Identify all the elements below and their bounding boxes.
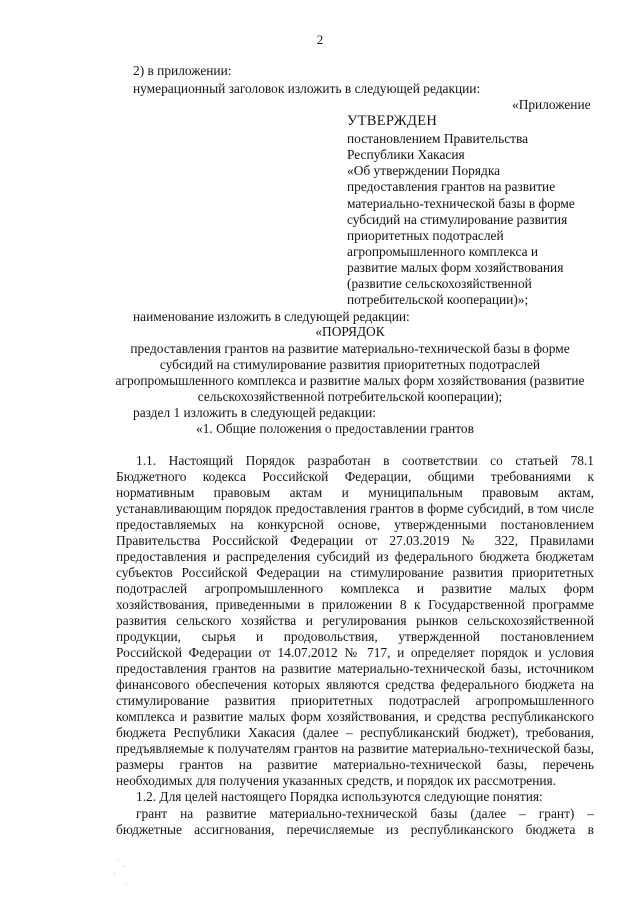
order-title-line: сельскохозяйственной потребительской кооперации); — [197, 389, 503, 404]
paragraph-line: подотраслей агропромышленного комплекса и развитие малых форм — [116, 581, 594, 596]
definition-line: грант на развитие материально-технической базы (далее – грант) – — [136, 806, 594, 821]
approval-line: развитие малых форм хозяйствования — [347, 260, 564, 275]
approval-line: постановлением Правительства — [347, 131, 529, 146]
paragraph-line: предъявляемые к получателям грантов на развитие материально-технической базы, — [116, 741, 594, 756]
paragraph-line: Российской Федерации от 14.07.2012 № 717, и определяет порядок и условия — [116, 645, 594, 660]
order-title: «ПОРЯДОК — [315, 324, 385, 339]
heading-instruction: нумерационный заголовок изложить в следующей редакции: — [133, 81, 481, 96]
definition-line: бюджетные ассигнования, перечисляемые из республиканского бюджета в — [116, 822, 594, 837]
approval-line: приоритетных подотраслей — [347, 228, 504, 243]
scan-speck — [124, 866, 125, 867]
paragraph-line: предоставляемых на конкурсной основе, утвержденными постановлением — [116, 517, 594, 532]
approval-line: субсидий на стимулирование развития — [347, 212, 568, 227]
section-instruction: раздел 1 изложить в следующей редакции: — [133, 405, 377, 420]
amendment-item: 2) в приложении: — [133, 63, 232, 78]
approval-line: «Об утверждении Порядка — [347, 163, 501, 178]
paragraph-line: Бюджетного кодекса Российской Федерации, общими требованиями к — [116, 469, 594, 484]
paragraph-line: стимулирование развития приоритетных подотраслей агропромышленного — [116, 693, 594, 708]
approval-line: Республики Хакасия — [347, 147, 465, 162]
paragraph-1-2: 1.2. Для целей настоящего Порядка используются следующие понятия: — [136, 789, 543, 804]
paragraph-line: нормативным правовым актам и муниципальным правовым актам, — [116, 485, 594, 500]
approval-line: агропромышленного комплекса и — [347, 244, 539, 259]
page-number: 2 — [316, 32, 324, 47]
paragraph-line: бюджета Республики Хакасия (далее – республиканский бюджет), требования, — [116, 725, 594, 740]
paragraph-line: финансового обеспечения которых являются средства федерального бюджета на — [116, 677, 594, 692]
approval-title: УТВЕРЖДЕН — [347, 113, 438, 129]
order-title-line: предоставления грантов на развитие материально-технической базы в форме — [130, 341, 570, 356]
approval-line: материально-технической базы в форме — [347, 196, 575, 211]
name-instruction: наименование изложить в следующей редакции: — [133, 309, 410, 324]
paragraph-line: продукции, сырья и продовольствия, утвержденной постановлением — [116, 629, 594, 644]
scan-speck — [118, 860, 119, 861]
scan-speck — [126, 884, 127, 885]
approval-line: предоставления грантов на развитие — [347, 179, 556, 194]
order-title-line: субсидий на стимулирование развития приоритетных подотраслей — [159, 357, 541, 372]
approval-line: (развитие сельскохозяйственной — [347, 276, 532, 291]
paragraph-line: субъектов Российской Федерации на стимулирование развития приоритетных — [116, 565, 594, 580]
paragraph-last-line: необходимых для получения указанных средств, и порядок их рассмотрения. — [116, 773, 557, 788]
paragraph-line: комплекса и развитие малых форм хозяйствования, и средства республиканского — [116, 709, 594, 724]
paragraph-line: предоставления и распределения субсидий из федерального бюджета бюджетам — [116, 549, 594, 564]
paragraph-line: развития сельского хозяйства и регулирования рынков сельскохозяйственной — [116, 613, 594, 628]
paragraph-line: хозяйствования, приведенными в приложении 8 к Государственной программе — [116, 597, 594, 612]
approval-line: потребительской кооперации)»; — [347, 292, 529, 307]
section-title: «1. Общие положения о предоставлении грантов — [196, 421, 474, 436]
paragraph-line: устанавливающим порядок предоставления грантов в форме субсидий, в том числе — [116, 501, 594, 516]
order-title-line: агропромышленного комплекса и развитие малых форм хозяйствования (развитие — [115, 373, 585, 388]
paragraph-line: 1.1. Настоящий Порядок разработан в соответствии со статьей 78.1 — [136, 453, 594, 468]
paragraph-line: размеры грантов на развитие материально-технической базы, перечень — [116, 757, 594, 772]
scan-speck — [114, 873, 115, 874]
appendix-label: «Приложение — [512, 97, 591, 112]
paragraph-line: Правительства Российской Федерации от 27.03.2019 № 322, Правилами — [116, 533, 594, 548]
paragraph-line: предоставления грантов на развитие материально-технической базы, источником — [116, 661, 594, 676]
